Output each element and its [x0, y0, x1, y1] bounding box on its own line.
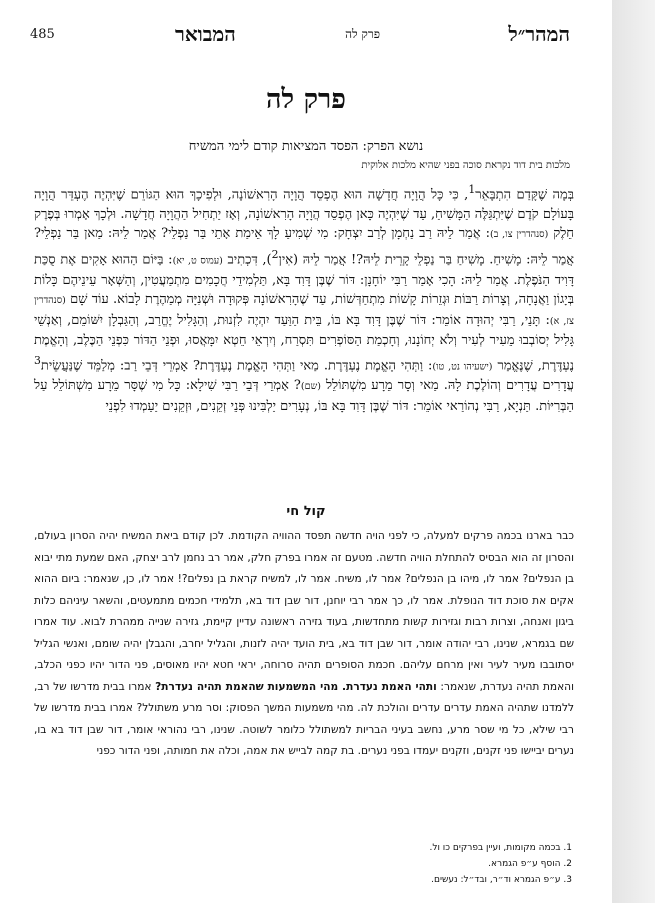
footnote-ref: 1: [468, 183, 476, 196]
source-ref: (סנהדרין צז, א): [34, 295, 574, 327]
header-author: המהר״ל: [508, 22, 570, 46]
footnote-ref: 2: [271, 247, 279, 261]
chapter-title: פרק לה: [266, 84, 346, 115]
main-text-segment: ? אָמְרֵי דְּבֵי רַבִּי שִׁילָא: כָּל מִי שֶׁסָּר מֵרָע מִשְׁתּוֹלֵל עַל הַבְּרִיּוֹת. תַּנְיָא, רַבִּי נְהוֹרַאי אוֹמֵר: דּוֹר שֶׁבֶּן דָּוִד בָּא בּוֹ, נְעָרִים יַלְבִּינוּ פְּנֵי זְקֵנִים, וּזְקֵנִים יַעַמְדוּ לִפְנֵי: [34, 378, 574, 414]
main-text-segment: : תָּנֵי, רַבִּי יְהוּדָה אוֹמֵר: דּוֹר שֶׁבֶּן דָּוִד בָּא בּוֹ, בֵּית הַוַּעַד יִהְיֶה לִזְנוּת, וְהַגָּלִיל יֶחֱרַב, וְהַגַּבְלָן יִשּׁוֹמֵם, וְאַנְשֵׁי גָּלִיל יְסוֹבְבוּ מֵעִיר לְעִיר וְלֹא יְחוֹנָנוּ, וְחָכְמַת הַסּוֹפְרִים תִּסְרַח, וְיִרְאֵי חֵטְא יִמָּאֲסוּ, וּפְנֵי הַדּוֹר כִּפְנֵי הַכֶּלֶב, וְהָאֱמֶת נֶעְדֶּרֶת, שֶׁנֶּאֱמַר: [34, 312, 574, 373]
header-book-title: המבואר: [175, 22, 236, 46]
main-text: [34, 180, 574, 416]
main-text-segment: , כִּי כָּל הֲוָיָה חֲדָשָׁה הוּא הֶפְסֵד הֲוָיָה הָרִאשׁוֹנָה, וּלְפִיכָךְ הוּא הַגּוֹרֵם שֶׁיִּהְיֶה הֶעְדֵּר הֲוָיָה בָּעוֹלָם קֹדֶם שֶׁיִּתְגַּלֶּה הַמָּשִׁיחַ, עַד שֶׁיִּהְיֶה כָּאן הֶפְסֵד הֲוָיָה הָרִאשׁוֹנָה, וְאָז יַתְחִיל הַהֲוָיָה חֲדָשָׁה. וּלְכָךְ אָמְרוּ בְּפֶרֶק חֵלֶק: [34, 187, 574, 242]
viewer-gutter: [612, 0, 655, 903]
side-heading: מלכות בית דוד נקראת סוכה בפני שהיא מלכות אלוקית: [361, 160, 570, 171]
source-ref: (ישעיהו נט, טו): [432, 360, 493, 372]
running-header: [30, 22, 570, 48]
chapter-subject: נושא הפרק: הפסד המציאות קודם לימי המשיח: [188, 139, 424, 154]
main-text-segment: : בַּיּוֹם הַהוּא אָקִים אֶת סֻכַּת דָּוִיד הַנֹּפֶלֶת. אֲמַר לֵיהּ: הָכִי אָמַר רַבִּי יוֹחָנָן: דּוֹר שֶׁבֶּן דָּוִד בָּא, תַּלְמִידֵי חֲכָמִים מִתְמַעֲטִין, וְהַשְּׁאָר עֵינֵיהֶם כָּלוֹת בְּיָגוֹן וַאֲנָחָה, וְצָרוֹת רַבּוֹת וּגְזֵרוֹת קָשׁוֹת מִתְחַדְּשׁוֹת, עַד שֶׁהָרִאשׁוֹנָה פְּקוּדָה וּשְׁנִיָּה מְמַהֶרֶת לָבוֹא. עוֹד שָׁם: [34, 252, 574, 308]
footnote-ref: 3: [34, 353, 41, 367]
footnote: 3. ע״פ הגמרא וד״ר, ובד״ל: נעשים.: [431, 875, 572, 885]
footnote: 2. הוסף ע״פ הגמרא.: [488, 859, 572, 869]
commentary-text: [34, 526, 574, 763]
main-text-segment: : אֲמַר לֵיהּ רַב נַחְמָן לְרַב יִצְחָק: מִי שְׁמִיעַ לָךְ אֵימַת אָתֵי בַּר נַפְלֵי? אֲמַר לֵיהּ: מַאן בַּר נַפְלֵי? אֲמַר לֵיהּ: מָשִׁיחַ. מָשִׁיחַ בַּר נַפְלֵי קָרֵית לֵיהּ?! אֲמַר לֵיהּ (אִין: [34, 226, 574, 268]
header-chapter-ref: פרק לה: [345, 27, 380, 41]
footnote: 1. בכמה מקומות, ועיין בפרקים כו ול.: [429, 843, 572, 853]
main-text-segment: עֲדָרִים עֲדָרִים וְהוֹלֶכֶת לָהּ. מַאי וְסָר מֵרָע מִשְׁתּוֹלֵל: [325, 378, 574, 394]
source-ref: (שם): [300, 381, 321, 393]
commentary-title: קול חי: [286, 504, 326, 519]
main-text-segment: בְּמָה שֶׁקָּדַם הִתְבָּאֵר: [475, 187, 574, 203]
page-number: 485: [30, 27, 55, 42]
main-text-segment: ), דִּכְתִיב: [227, 252, 272, 268]
commentary-segment: אמרו בבית מדרשו של רב, ללמדנו שתהיה האמת עדרים עדרים והולכת לה. מהי משמעות המשך הפסוק: וסר מרע משתולל? אמרו בבית מדרשו של רבי שילא, כל מי שסר מרע, נחשב בעיני הבריות למשתולל כלומר לשוטה. שנינו, רבי נהוראי אומר, דור שבן דוד בא בו, נערים יביישו פני זקנים, וזקנים יעמדו בפני נערים. בת קמה לבייש את אמה, וכלה את חמותה, ופני הדור כפני: [34, 680, 574, 757]
commentary-segment: כבר בארנו בכמה פרקים למעלה, כי לפני הויה חדשה תפסד ההוויה הקודמת. לכן קודם ביאת המשיח יהיה הסרון בעולם, והסרון זה הוא הבסיס להתחלת הוויה חדשה. מטעם זה אמרו בפרק חלק, אמר רב נחמן לרב יצחק, האם שמעת מתי יבוא בן הנפלים? אמר לו, מיהו בן הנפלים? אמר לו, משיח. אמר לו, למשיח קראת בן נפלים?! אמר לו, כן, שנאמר: ביום ההוא אקים את סוכת דוד הנופלת. אמר לו, כך אמר רבי יוחנן, דור שבן דוד בא, תלמידי חכמים מתמעטים, והשאר עיניהם כלות ביגון ואנחה, וצרות רבות וגזירות קשות מתחדשות, בעוד גזירה ראשונה עדיין קיימת, גזירה שנייה ממהרת לבוא. עוד אמרו שם בגמרא, שנינו, רבי יהודה אומר, דור שבן דוד בא, בית הועד יהיה לזנות, והגליל יחרב, והגבלן יהיה שומם, ואנשי הגליל יסתובבו מעיר לעיר ואין מרחם עליהם. חכמת הסופרים תהיה סרוחה, יראי חטא יהיו מאוסים, פני הדור יהיו כפני הכלב, והאמת תהיה נעדרת, שנאמר:: [34, 530, 574, 693]
source-ref: (עמוס ט, יא): [172, 255, 223, 267]
source-ref: (סנהדרין צו, ב): [490, 229, 549, 241]
main-text-segment: : וַתְּהִי הָאֱמֶת נֶעְדֶּרֶת. מַאי וַתְּהִי הָאֱמֶת נֶעְדֶּרֶת? אָמְרֵי דְּבֵי רַב: מְלַמֵּד שֶׁנַּעֲשֵׂית: [40, 357, 433, 373]
footnotes: [430, 840, 572, 888]
commentary-quote: ותהי האמת נעדרת. מהי המשמעות שהאמת תהיה נעדרת?: [155, 680, 437, 693]
